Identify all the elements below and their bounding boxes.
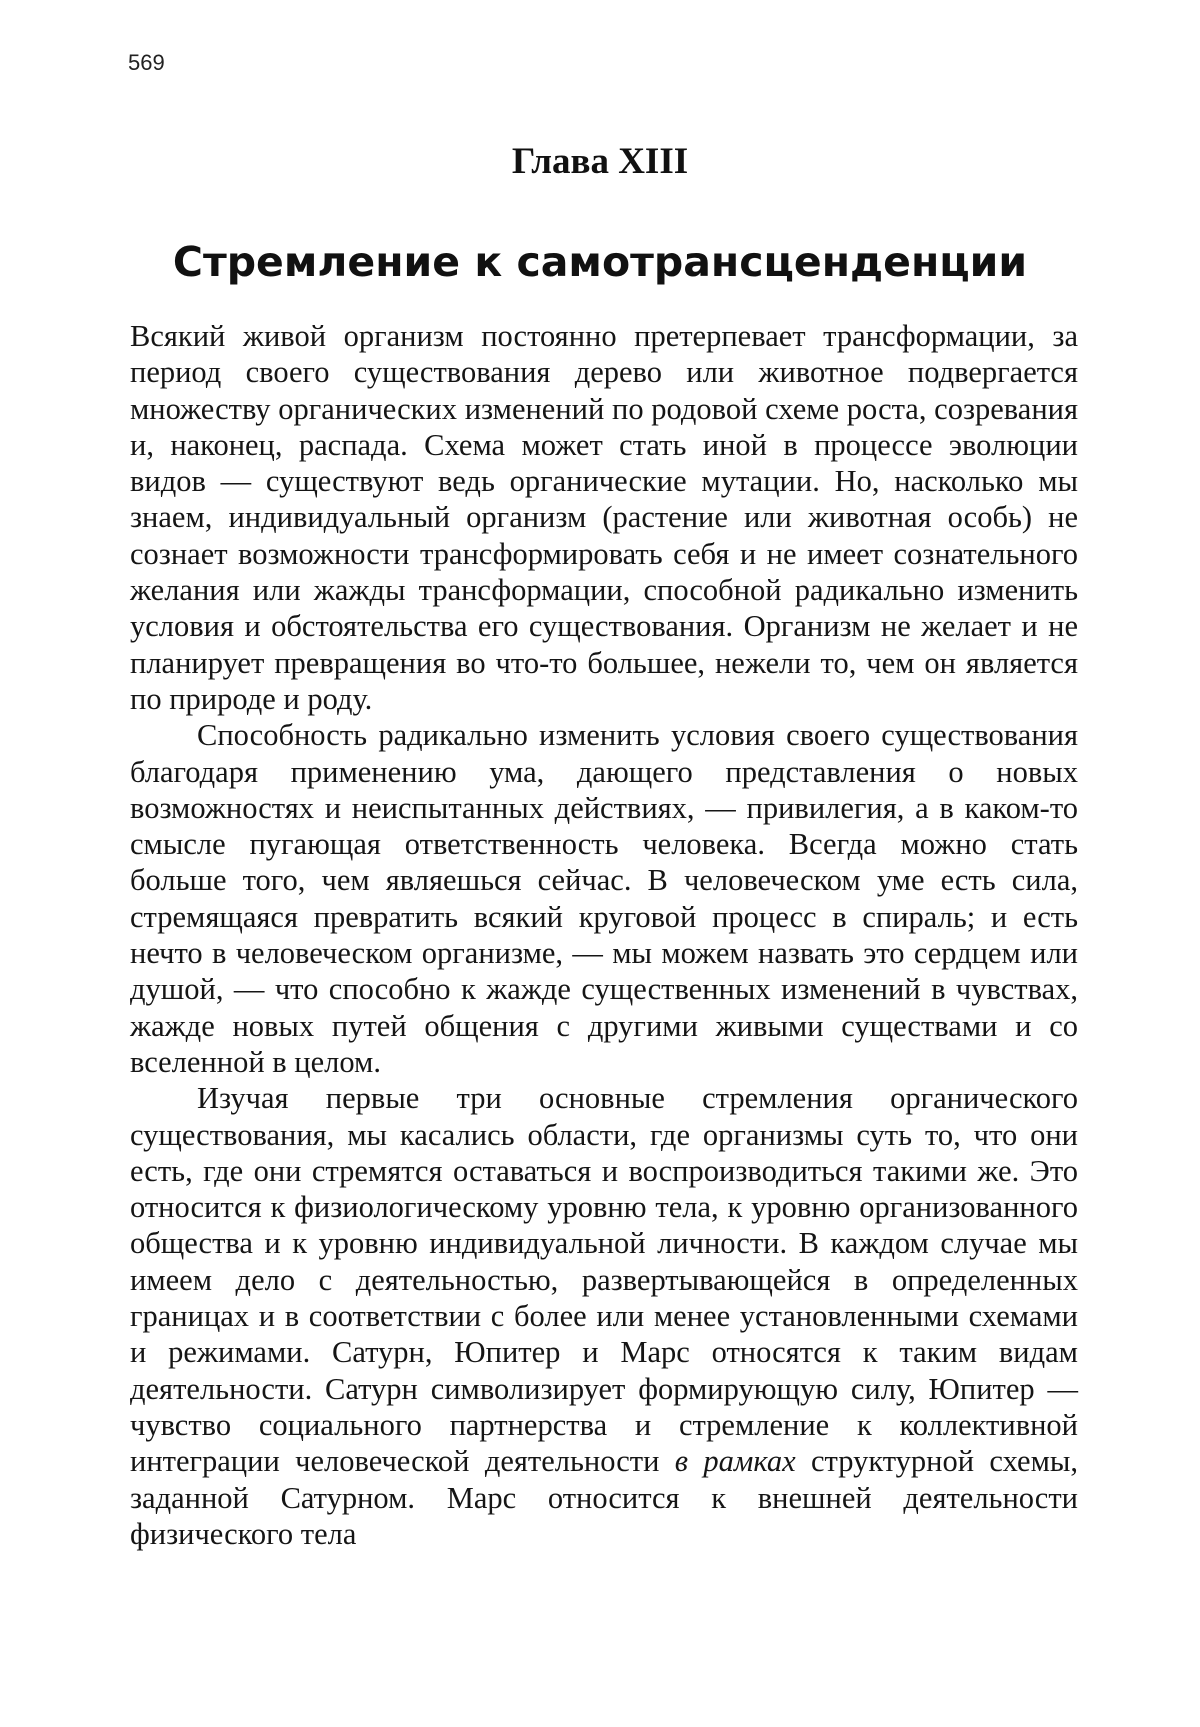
paragraph-3-italic-phrase: в рамках	[674, 1444, 796, 1479]
chapter-body	[130, 318, 1078, 1552]
chapter-title: Стремление к самотрансценденции	[172, 238, 1028, 286]
page-number: 569	[128, 50, 165, 75]
paragraph-3-text-after: структурной схемы, заданной Сатурном. Марс относится к внешней деятельности физического тела	[130, 1444, 1079, 1551]
paragraph-1: Всякий живой организм постоянно претерпевает трансформации, за период своего существования дерево или животное подвергается множеству органических изменений по родовой схеме роста, созревания и, наконец, распада. Схема может стать иной в процессе эволюции видов — существуют ведь органические мутации. Но, насколько мы знаем, индивидуальный организм (растение или животная особь) не сознает возможности трансформировать себя и не имеет сознательного желания или жажды трансформации, способной радикально изменить условия и обстоятельства его существования. Организм не желает и не планирует превращения во что-то большее, нежели то, чем он является по природе и роду.	[130, 319, 1078, 716]
paragraph-3-text-before: Изучая первые три основные стремления органического существования, мы касались области, где организмы суть то, что они есть, где они стремятся оставаться и воспроизводиться такими же. Это относится к физиологическому уровню тела, к уровню организованного общества и к уровню индивидуальной личности. В каждом случае мы имеем дело с деятельностью, развертывающейся в определенных границах и в соответствии с более или менее установленными схемами и режимами. Сатурн, Юпитер и Марс относятся к таким видам деятельности. Сатурн символизирует формирующую силу, Юпитер — чувство социального партнерства и стремление к коллективной интеграции человеческой деятельности	[130, 1081, 1078, 1479]
paragraph-2: Способность радикально изменить условия своего существования благодаря применению ума, дающего представления о новых возможностях и неиспытанных действиях, — привилегия, а в каком-то смысле пугающая ответственность человека. Всегда можно стать больше того, чем являешься сейчас. В человеческом уме есть сила, стремящаяся превратить всякий круговой процесс в спираль; и есть нечто в человеческом организме, — мы можем назвать это сердцем или душой, — что способно к жажде существенных изменений в чувствах, жажде новых путей общения с другими живыми существами и со вселенной в целом.	[130, 718, 1078, 1079]
chapter-label: Глава XIII	[511, 141, 689, 182]
paragraph-3	[130, 1080, 1078, 1552]
